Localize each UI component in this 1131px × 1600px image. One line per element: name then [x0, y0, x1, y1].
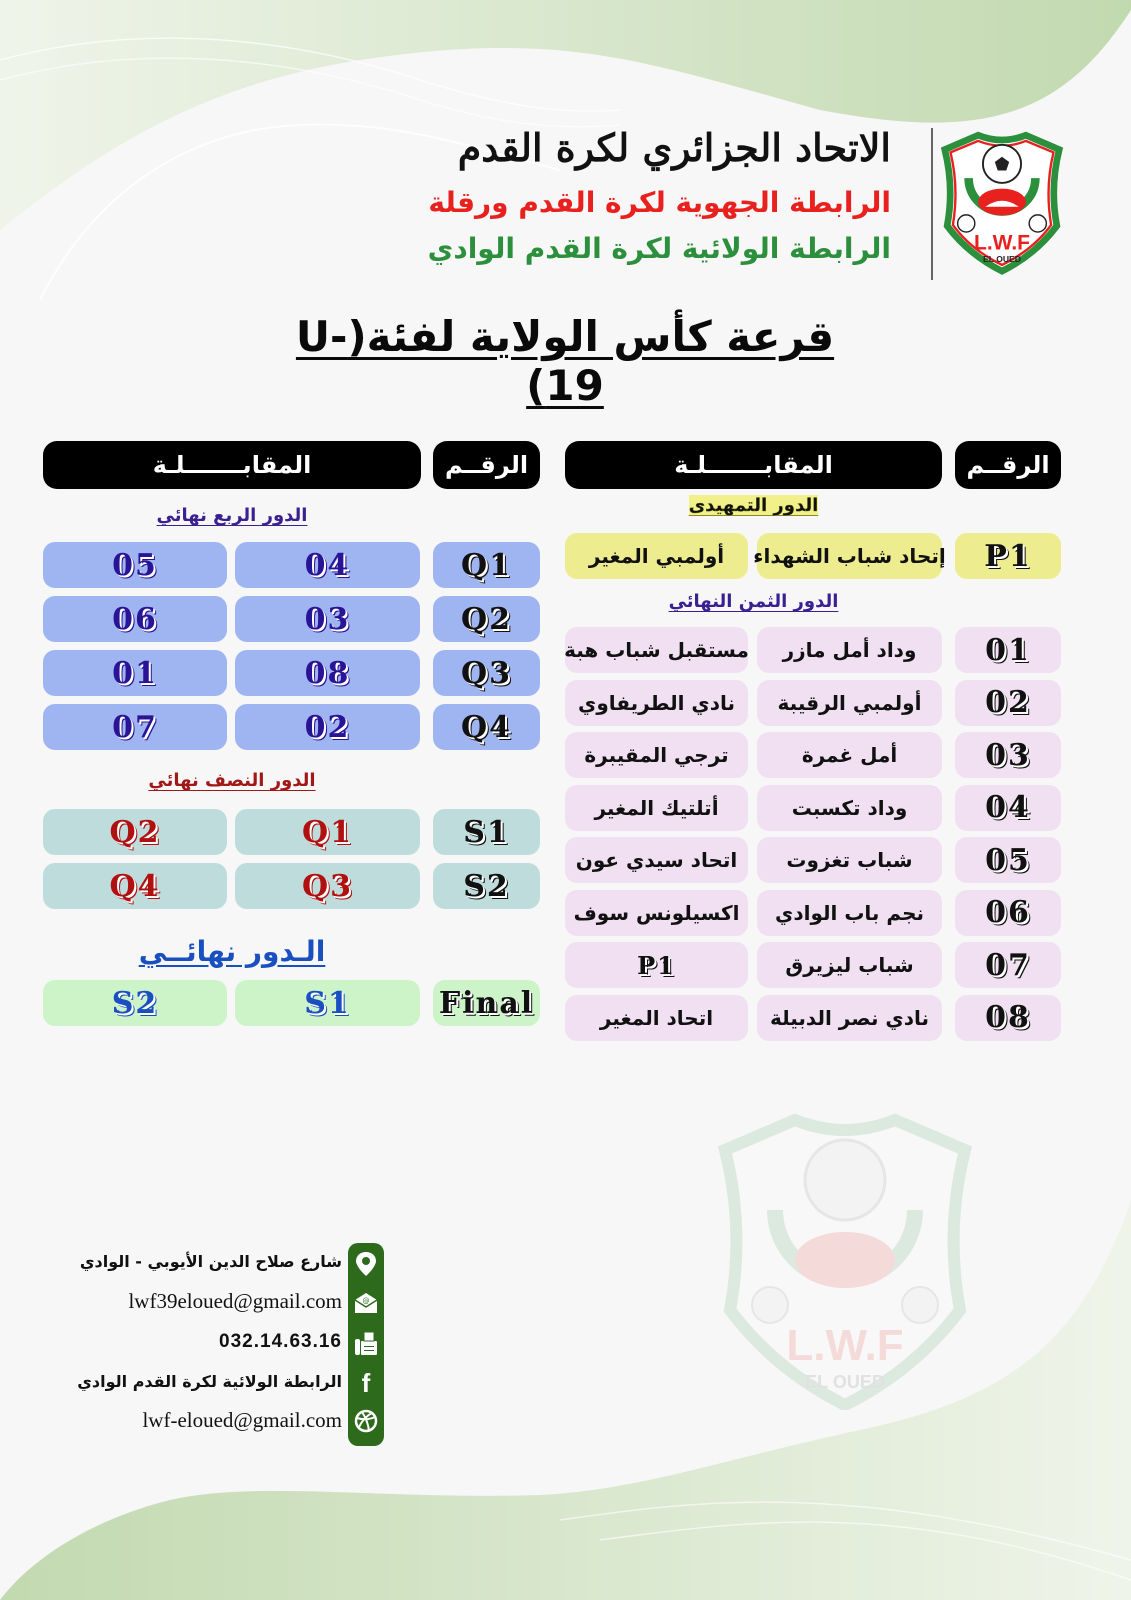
team-home: S1 — [235, 980, 420, 1026]
round-label-final: الـدور نهائــي — [138, 935, 326, 968]
contact-email-alt[interactable]: lwf-eloued@gmail.com — [142, 1408, 342, 1432]
match-id: Final — [433, 980, 540, 1026]
match-id: 04 — [955, 785, 1061, 831]
team-away: Q4 — [43, 863, 227, 909]
fax-phone-icon — [353, 1330, 379, 1356]
match-id: 07 — [955, 942, 1061, 988]
match-id: 03 — [955, 732, 1061, 778]
match-id: 06 — [955, 890, 1061, 936]
team-away: P1 — [565, 942, 748, 988]
team-home: Q1 — [235, 809, 420, 855]
round-label-quarter-finals: الدور الربع نهائي — [156, 505, 308, 526]
team-home: 08 — [235, 650, 420, 696]
team-away: أولمبي المغير — [565, 533, 748, 579]
page-title: قرعة كأس الولاية لفئة(U-19) — [295, 312, 835, 410]
location-pin-icon — [353, 1251, 379, 1277]
team-home: أولمبي الرقيبة — [757, 680, 942, 726]
team-home: أمل غمرة — [757, 732, 942, 778]
header-number: الرقــم — [955, 441, 1061, 489]
match-id: S2 — [433, 863, 540, 909]
header-match: المقابـــــــلـة — [43, 441, 421, 489]
team-away: 07 — [43, 704, 227, 750]
contact-fax: 032.14.63.16 — [219, 1331, 342, 1352]
team-home: نادي نصر الدبيلة — [757, 995, 942, 1041]
match-id: Q3 — [433, 650, 540, 696]
team-home: نجم باب الوادي — [757, 890, 942, 936]
header-divider — [931, 128, 933, 280]
watermark-crest-logo — [715, 1110, 975, 1410]
email-envelope-icon — [353, 1290, 379, 1316]
regional-league-name: الرابطة الجهوية لكرة القدم ورقلة — [428, 186, 891, 219]
team-away: نادي الطريفاوي — [565, 680, 748, 726]
match-id: P1 — [955, 533, 1061, 579]
header-match: المقابـــــــلـة — [565, 441, 942, 489]
team-home: 04 — [235, 542, 420, 588]
team-home: شباب ليزيرق — [757, 942, 942, 988]
team-home: شباب تغزوت — [757, 837, 942, 883]
team-home: وداد أمل مازر — [757, 627, 942, 673]
match-id: 01 — [955, 627, 1061, 673]
team-away: Q2 — [43, 809, 227, 855]
team-home: 02 — [235, 704, 420, 750]
match-id: Q4 — [433, 704, 540, 750]
team-away: اتحاد سيدي عون — [565, 837, 748, 883]
facebook-icon: f — [361, 1367, 371, 1398]
team-away: 05 — [43, 542, 227, 588]
federation-name: الاتحاد الجزائري لكرة القدم — [457, 125, 891, 170]
dribbble-ball-icon — [353, 1408, 379, 1434]
team-away: أتلتيك المغير — [565, 785, 748, 831]
team-away: 01 — [43, 650, 227, 696]
team-home: 03 — [235, 596, 420, 642]
svg-text:EL OUED: EL OUED — [805, 1372, 885, 1392]
team-home: إتحاد شباب الشهداء — [757, 533, 942, 579]
lwf-crest-logo — [940, 128, 1064, 276]
logo-city: EL OUED — [983, 254, 1021, 265]
round-label-semi-finals: الدور النصف نهائي — [148, 770, 316, 791]
match-id: 02 — [955, 680, 1061, 726]
match-id: Q1 — [433, 542, 540, 588]
team-home: Q3 — [235, 863, 420, 909]
round-label-round-of-16: الدور الثمن النهائي — [668, 591, 839, 612]
team-home: وداد تكسبت — [757, 785, 942, 831]
contact-email[interactable]: lwf39eloued@gmail.com — [128, 1289, 342, 1313]
team-away: ترجي المقيبرة — [565, 732, 748, 778]
team-away: اكسيلونس سوف — [565, 890, 748, 936]
header-number: الرقــم — [433, 441, 540, 489]
match-id: Q2 — [433, 596, 540, 642]
match-id: S1 — [433, 809, 540, 855]
team-away: مستقبل شباب هبة — [565, 627, 748, 673]
contact-facebook[interactable]: الرابطة الولائية لكرة القدم الوادي — [77, 1372, 342, 1391]
team-away: S2 — [43, 980, 227, 1026]
match-id: 08 — [955, 995, 1061, 1041]
team-away: اتحاد المغير — [565, 995, 748, 1041]
wilaya-league-name: الرابطة الولائية لكرة القدم الوادي — [427, 232, 891, 265]
svg-text:@: @ — [362, 1297, 370, 1305]
round-label-preliminary: الدور التمهيدى — [688, 495, 819, 516]
contact-address: شارع صلاح الدين الأيوبي - الوادي — [79, 1252, 342, 1271]
logo-initials: L.W.F — [974, 231, 1030, 255]
team-away: 06 — [43, 596, 227, 642]
svg-text:L.W.F: L.W.F — [786, 1321, 904, 1370]
match-id: 05 — [955, 837, 1061, 883]
